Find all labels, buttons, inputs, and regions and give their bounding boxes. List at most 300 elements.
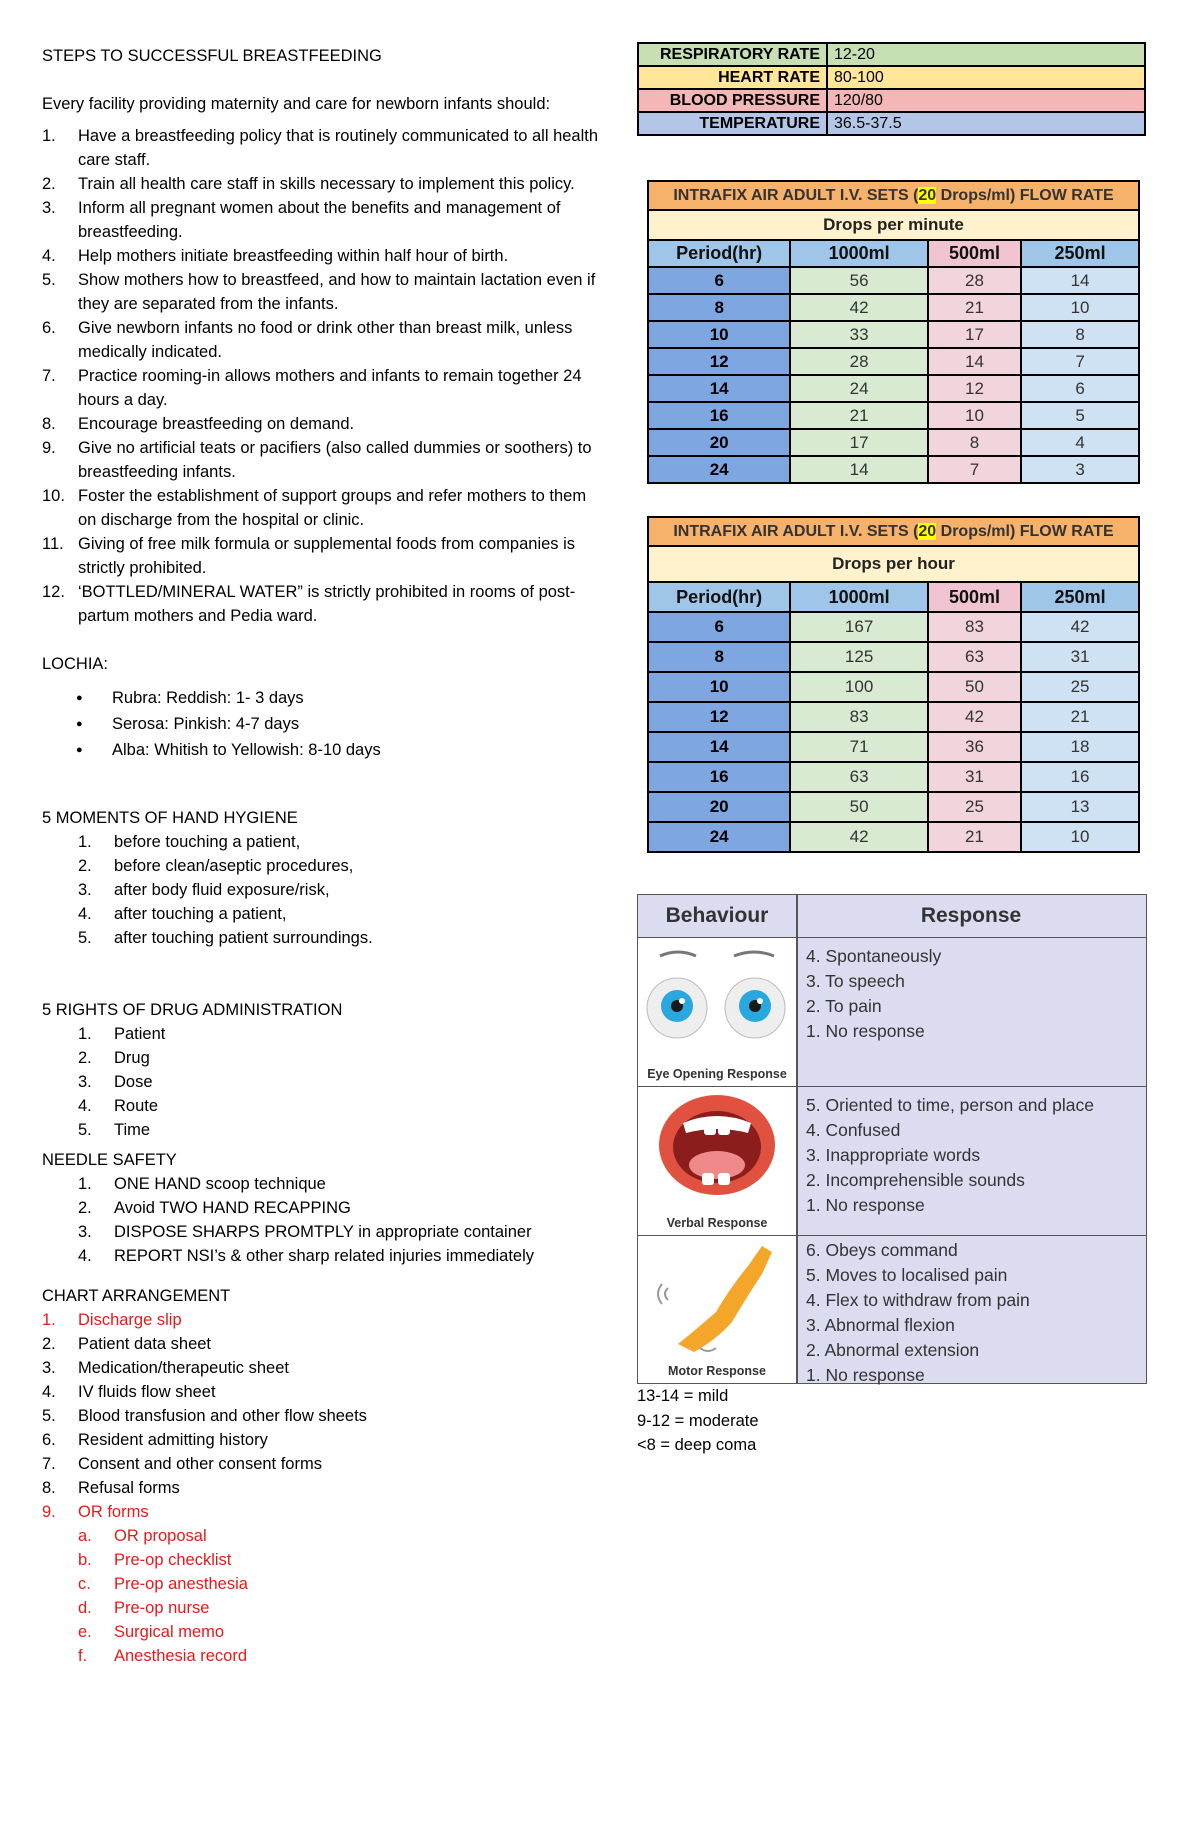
flow-hour-header-row [648, 582, 1139, 612]
breastfeeding-step-text: Inform all pregnant women about the benefits and management of breastfeeding. [78, 199, 561, 241]
gcs-response-item: 4. Confused [806, 1120, 901, 1140]
chart-arrangement-list [42, 1308, 602, 1524]
flow-minute-value-cell: 10 [1021, 294, 1139, 321]
flow-minute-value-cell: 14 [790, 456, 927, 483]
breastfeeding-intro: Every facility providing maternity and care for newborn infants should: [42, 95, 551, 113]
breastfeeding-step-number: 7. [42, 367, 56, 385]
breastfeeding-step-item [42, 196, 602, 244]
needle-safety-number: 2. [78, 1199, 92, 1217]
flow-hour-row [648, 762, 1139, 792]
flow-hour-value-cell: 31 [1021, 642, 1139, 672]
needle-safety-number: 4. [78, 1247, 92, 1265]
gcs-response-item: 3. To speech [806, 971, 905, 991]
breastfeeding-step-text: Give no artificial teats or pacifiers (also called dummies or soothers) to breastfeeding infants. [78, 439, 592, 481]
response-header: Response [920, 904, 1022, 927]
hand-hygiene-text: before clean/aseptic procedures, [114, 857, 354, 875]
chart-arrangement-number: 2. [42, 1335, 56, 1353]
lochia-title: LOCHIA: [42, 655, 109, 673]
breastfeeding-step-text: Train all health care staff in skills necessary to implement this policy. [78, 175, 575, 193]
flow-minute-period-cell: 20 [648, 429, 790, 456]
breastfeeding-step-number: 6. [42, 319, 56, 337]
flow-hour-row [648, 672, 1139, 702]
mouth-picture [638, 1087, 796, 1235]
flow-minute-value-cell: 12 [928, 375, 1021, 402]
vital-value: 120/80 [827, 89, 1145, 112]
flow-hour-value-cell: 100 [790, 672, 927, 702]
or-form-number: b. [78, 1551, 92, 1569]
hand-hygiene-number: 3. [78, 881, 92, 899]
hand-hygiene-number: 1. [78, 833, 92, 851]
flow-hour-value-cell: 42 [928, 702, 1021, 732]
eye-caption: Eye Opening Response [647, 1067, 787, 1081]
chart-arrangement-item [42, 1332, 602, 1356]
bullet-icon: ● [76, 718, 83, 730]
vital-row [638, 66, 1145, 89]
drug-rights-list [42, 1022, 602, 1142]
chart-arrangement-text: Patient data sheet [78, 1335, 212, 1353]
or-form-item [42, 1596, 602, 1620]
needle-safety-number: 3. [78, 1223, 92, 1241]
gcs-response-item: 1. No response [806, 1365, 925, 1385]
flow-hour-value-cell: 125 [790, 642, 927, 672]
drug-right-number: 3. [78, 1073, 92, 1091]
flow-hour-subtitle: Drops per hour [647, 545, 1140, 581]
flow-hour-value-cell: 18 [1021, 732, 1139, 762]
flow-minute-period-cell: 16 [648, 402, 790, 429]
needle-safety-text: DISPOSE SHARPS PROMTPLY in appropriate container [114, 1223, 532, 1241]
vital-row [638, 89, 1145, 112]
flow-hour-row [648, 822, 1139, 852]
chart-arrangement-text: Blood transfusion and other flow sheets [78, 1407, 367, 1425]
breastfeeding-step-number: 1. [42, 127, 56, 145]
chart-arrangement-text: Resident admitting history [78, 1431, 268, 1449]
breastfeeding-step-number: 4. [42, 247, 56, 265]
drug-rights-title: 5 RIGHTS OF DRUG ADMINISTRATION [42, 1001, 343, 1019]
gcs-response-item: 5. Oriented to time, person and place [806, 1095, 1094, 1115]
breastfeeding-step-item [42, 412, 602, 436]
breastfeeding-step-item [42, 124, 602, 172]
flow-minute-value-cell: 10 [928, 402, 1021, 429]
chart-arrangement-text: IV fluids flow sheet [78, 1383, 216, 1401]
needle-safety-item [42, 1196, 602, 1220]
flow-hour-value-cell: 63 [928, 642, 1021, 672]
drug-right-item [42, 1070, 602, 1094]
gcs-response-item: 2. To pain [806, 996, 882, 1016]
needle-safety-text: ONE HAND scoop technique [114, 1175, 326, 1193]
flow-hour-row [648, 732, 1139, 762]
flow-hour-period-cell: 12 [648, 702, 790, 732]
vital-row [638, 43, 1145, 66]
flow-minute-value-cell: 3 [1021, 456, 1139, 483]
behaviour-header: Behaviour [665, 904, 769, 927]
flow-hour-period-cell: 6 [648, 612, 790, 642]
breastfeeding-steps-list [42, 124, 602, 628]
drug-right-item [42, 1118, 602, 1142]
flow-minute-value-cell: 5 [1021, 402, 1139, 429]
or-form-item [42, 1524, 602, 1548]
flow-hour-value-cell: 10 [1021, 822, 1139, 852]
breastfeeding-step-text: Practice rooming-in allows mothers and infants to remain together 24 hours a day. [78, 367, 582, 409]
flow-hour-row [648, 612, 1139, 642]
lochia-text: Rubra: Reddish: 1- 3 days [112, 689, 304, 707]
flow-hour-period-cell: 10 [648, 672, 790, 702]
flow-hour-value-cell: 16 [1021, 762, 1139, 792]
drug-right-item [42, 1022, 602, 1046]
flow-minute-value-cell: 7 [928, 456, 1021, 483]
flow-hour-title-highlight: 20 [918, 523, 937, 540]
drug-right-text: Dose [114, 1073, 153, 1091]
vital-signs-table [637, 42, 1146, 136]
flow-hour-value-cell: 71 [790, 732, 927, 762]
drug-right-text: Route [114, 1097, 159, 1115]
flow-minute-period-cell: 10 [648, 321, 790, 348]
flow-minute-value-cell: 17 [790, 429, 927, 456]
flow-minute-row [648, 294, 1139, 321]
gcs-header [638, 895, 1146, 938]
needle-safety-item [42, 1172, 602, 1196]
flow-hour-row [648, 642, 1139, 672]
vital-value: 36.5-37.5 [827, 112, 1145, 135]
breastfeeding-step-text: Encourage breastfeeding on demand. [78, 415, 355, 433]
drug-right-item [42, 1094, 602, 1118]
or-form-item [42, 1548, 602, 1572]
breastfeeding-step-number: 2. [42, 175, 56, 193]
chart-arrangement-text: Medication/therapeutic sheet [78, 1359, 289, 1377]
eye-responses [806, 944, 941, 1044]
chart-arrangement-title: CHART ARRANGEMENT [42, 1287, 231, 1305]
or-form-text: Pre-op nurse [114, 1599, 210, 1617]
or-form-item [42, 1572, 602, 1596]
vital-row [638, 112, 1145, 135]
breastfeeding-step-text: Give newborn infants no food or drink other than breast milk, unless medically indicated. [78, 319, 573, 361]
breastfeeding-step-item [42, 172, 602, 196]
needle-safety-text: REPORT NSI’s & other sharp related injuries immediately [114, 1247, 535, 1265]
drug-right-number: 2. [78, 1049, 92, 1067]
chart-arrangement-text: OR forms [78, 1503, 149, 1521]
flow-minute-row [648, 321, 1139, 348]
hand-hygiene-text: before touching a patient, [114, 833, 301, 851]
vital-value: 80-100 [827, 66, 1145, 89]
flow-minute-period-cell: 24 [648, 456, 790, 483]
hand-hygiene-text: after touching a patient, [114, 905, 287, 923]
flow-minute-value-cell: 4 [1021, 429, 1139, 456]
chart-arrangement-number: 4. [42, 1383, 56, 1401]
drug-right-text: Drug [114, 1049, 150, 1067]
flow-minute-value-cell: 8 [1021, 321, 1139, 348]
or-form-number: e. [78, 1623, 92, 1641]
flow-hour-value-cell: 25 [1021, 672, 1139, 702]
flow-rate-minute-table [647, 180, 1140, 484]
flow-minute-value-cell: 17 [928, 321, 1021, 348]
gcs-response-item: 4. Spontaneously [806, 946, 942, 966]
hand-hygiene-item [42, 854, 602, 878]
vital-value: 12-20 [827, 43, 1145, 66]
gcs-response-item: 3. Inappropriate words [806, 1145, 981, 1165]
gcs-verbal-section [638, 1087, 1146, 1236]
breastfeeding-step-text: Have a breastfeeding policy that is routinely communicated to all health care staff. [78, 127, 599, 169]
hand-hygiene-text: after body fluid exposure/risk, [114, 881, 330, 899]
breastfeeding-step-item [42, 364, 602, 412]
drug-right-text: Time [114, 1121, 151, 1139]
or-form-number: d. [78, 1599, 92, 1617]
chart-arrangement-item [42, 1356, 602, 1380]
hand-hygiene-number: 2. [78, 857, 92, 875]
lochia-text: Serosa: Pinkish: 4-7 days [112, 715, 300, 733]
breastfeeding-step-item [42, 532, 602, 580]
flow-minute-value-cell: 28 [790, 348, 927, 375]
flow-hour-column-header: 500ml [928, 582, 1021, 612]
flow-minute-title-post: Drops/ml) FLOW RATE [936, 187, 1114, 204]
chart-arrangement-item [42, 1428, 602, 1452]
flow-hour-period-cell: 14 [648, 732, 790, 762]
chart-arrangement-item [42, 1452, 602, 1476]
flow-minute-value-cell: 6 [1021, 375, 1139, 402]
vital-label: HEART RATE [638, 66, 827, 89]
or-form-number: a. [78, 1527, 92, 1545]
gcs-eye-section [638, 938, 1146, 1087]
hand-hygiene-item [42, 926, 602, 950]
breastfeeding-step-number: 3. [42, 199, 56, 217]
flow-hour-period-cell: 8 [648, 642, 790, 672]
eyes-icon [638, 938, 796, 1058]
flow-minute-title [647, 180, 1140, 209]
flow-hour-value-cell: 36 [928, 732, 1021, 762]
breastfeeding-step-text: Giving of free milk formula or supplemental foods from companies is strictly prohibited. [78, 535, 576, 577]
hand-hygiene-text: after touching patient surroundings. [114, 929, 373, 947]
needle-safety-title: NEEDLE SAFETY [42, 1151, 177, 1169]
vital-label: RESPIRATORY RATE [638, 43, 827, 66]
flow-hour-value-cell: 42 [1021, 612, 1139, 642]
chart-arrangement-number: 3. [42, 1359, 56, 1377]
flow-minute-value-cell: 14 [1021, 267, 1139, 294]
verbal-caption: Verbal Response [666, 1216, 768, 1230]
flow-minute-value-cell: 7 [1021, 348, 1139, 375]
flow-hour-value-cell: 50 [790, 792, 927, 822]
flow-minute-header-row [648, 240, 1139, 267]
breastfeeding-step-item [42, 268, 602, 316]
flow-minute-row [648, 402, 1139, 429]
flow-hour-value-cell: 21 [928, 822, 1021, 852]
breastfeeding-title: STEPS TO SUCCESSFUL BREASTFEEDING [42, 47, 382, 65]
chart-arrangement-item [42, 1380, 602, 1404]
flow-hour-period-cell: 20 [648, 792, 790, 822]
flow-rate-hour-table [647, 516, 1140, 853]
flow-hour-value-cell: 83 [928, 612, 1021, 642]
chart-arrangement-number: 1. [42, 1311, 56, 1329]
eye-picture [638, 938, 796, 1086]
motor-responses [806, 1238, 1030, 1388]
gcs-response-item: 4. Flex to withdraw from pain [806, 1290, 1030, 1310]
flow-hour-column-header: 250ml [1021, 582, 1139, 612]
breastfeeding-step-text: Foster the establishment of support groups and refer mothers to them on discharge from the hospital or clinic. [78, 487, 587, 529]
drug-right-number: 1. [78, 1025, 92, 1043]
flow-hour-value-cell: 31 [928, 762, 1021, 792]
flow-hour-value-cell: 13 [1021, 792, 1139, 822]
flow-hour-row [648, 702, 1139, 732]
or-form-number: c. [78, 1575, 91, 1593]
flow-hour-column-header: 1000ml [790, 582, 927, 612]
breastfeeding-step-number: 5. [42, 271, 56, 289]
needle-safety-text: Avoid TWO HAND RECAPPING [114, 1199, 351, 1217]
flow-hour-value-cell: 83 [790, 702, 927, 732]
flow-minute-row [648, 456, 1139, 483]
chart-arrangement-item [42, 1476, 602, 1500]
severity-mild: 13-14 = mild [637, 1387, 729, 1405]
severity-moderate: 9-12 = moderate [637, 1411, 759, 1430]
breastfeeding-step-item [42, 244, 602, 268]
gcs-response-item: 2. Abnormal extension [806, 1340, 980, 1360]
gcs-motor-section [638, 1236, 1146, 1384]
flow-hour-value-cell: 50 [928, 672, 1021, 702]
gcs-response-item: 1. No response [806, 1021, 925, 1041]
breastfeeding-step-item [42, 316, 602, 364]
bullet-icon: ● [76, 692, 83, 704]
hand-hygiene-item [42, 878, 602, 902]
flow-hour-row [648, 792, 1139, 822]
flow-minute-value-cell: 28 [928, 267, 1021, 294]
breastfeeding-step-text: Show mothers how to breastfeed, and how to maintain lactation even if they are separated from the infants. [78, 271, 596, 313]
flow-hour-title [647, 516, 1140, 545]
flow-hour-period-cell: 24 [648, 822, 790, 852]
flow-hour-value-cell: 63 [790, 762, 927, 792]
or-form-text: Pre-op checklist [114, 1551, 232, 1569]
flow-minute-period-cell: 8 [648, 294, 790, 321]
chart-arrangement-item [42, 1308, 602, 1332]
flow-minute-row [648, 348, 1139, 375]
breastfeeding-step-number: 11. [42, 535, 64, 553]
flow-minute-subtitle: Drops per minute [647, 209, 1140, 239]
flow-minute-row [648, 375, 1139, 402]
flow-minute-value-cell: 21 [790, 402, 927, 429]
or-form-item [42, 1644, 602, 1668]
drug-right-number: 4. [78, 1097, 92, 1115]
chart-arrangement-number: 8. [42, 1479, 56, 1497]
flow-minute-value-cell: 21 [928, 294, 1021, 321]
or-form-item [42, 1620, 602, 1644]
breastfeeding-step-number: 10. [42, 487, 65, 505]
or-form-text: Pre-op anesthesia [114, 1575, 248, 1593]
flow-minute-column-header: 1000ml [790, 240, 927, 267]
drug-right-number: 5. [78, 1121, 92, 1139]
flow-hour-value-cell: 42 [790, 822, 927, 852]
flow-minute-value-cell: 14 [928, 348, 1021, 375]
lochia-item [42, 712, 602, 736]
hand-hygiene-item [42, 830, 602, 854]
flow-minute-period-cell: 12 [648, 348, 790, 375]
flow-minute-period-cell: 14 [648, 375, 790, 402]
flow-hour-value-cell: 21 [1021, 702, 1139, 732]
flow-minute-value-cell: 8 [928, 429, 1021, 456]
mouth-icon [638, 1087, 796, 1209]
gcs-response-item: 2. Incomprehensible sounds [806, 1170, 1025, 1190]
flow-minute-value-cell: 24 [790, 375, 927, 402]
flow-minute-row [648, 267, 1139, 294]
drug-right-item [42, 1046, 602, 1070]
or-form-text: Anesthesia record [114, 1647, 247, 1665]
gcs-response-item: 6. Obeys command [806, 1240, 958, 1260]
severity-deep-coma: <8 = deep coma [637, 1436, 757, 1454]
chart-arrangement-number: 7. [42, 1455, 56, 1473]
hand-hygiene-number: 5. [78, 929, 92, 947]
flow-hour-period-cell: 16 [648, 762, 790, 792]
flow-minute-title-highlight: 20 [918, 187, 937, 204]
breastfeeding-step-number: 12. [42, 583, 65, 601]
arm-picture [638, 1236, 796, 1383]
bullet-icon: ● [76, 744, 83, 756]
or-form-number: f. [78, 1647, 88, 1665]
gcs-severity-list [637, 1384, 759, 1458]
breastfeeding-step-text: ‘BOTTLED/MINERAL WATER” is strictly prohibited in rooms of post-partum mothers and Pedia ward. [78, 583, 576, 625]
lochia-item [42, 686, 602, 710]
breastfeeding-step-text: Help mothers initiate breastfeeding within half hour of birth. [78, 247, 509, 265]
or-forms-list [42, 1524, 602, 1668]
gcs-response-item: 5. Moves to localised pain [806, 1265, 1008, 1285]
flow-hour-title-post: Drops/ml) FLOW RATE [936, 523, 1114, 540]
flow-minute-value-cell: 56 [790, 267, 927, 294]
glasgow-coma-scale-table [637, 894, 1147, 1384]
gcs-response-item: 3. Abnormal flexion [806, 1315, 955, 1335]
chart-arrangement-text: Discharge slip [78, 1311, 182, 1329]
left-column [42, 44, 602, 1668]
chart-arrangement-text: Refusal forms [78, 1479, 180, 1497]
or-form-text: Surgical memo [114, 1623, 225, 1641]
chart-arrangement-number: 9. [42, 1503, 56, 1521]
drug-right-text: Patient [114, 1025, 166, 1043]
gcs-divider [796, 895, 798, 1383]
lochia-list [42, 686, 602, 762]
gcs-response-item: 1. No response [806, 1195, 925, 1215]
hand-hygiene-item [42, 902, 602, 926]
hand-hygiene-number: 4. [78, 905, 92, 923]
needle-safety-item [42, 1244, 602, 1268]
needle-safety-number: 1. [78, 1175, 92, 1193]
flow-minute-column-header: Period(hr) [648, 240, 790, 267]
needle-safety-item [42, 1220, 602, 1244]
chart-arrangement-number: 6. [42, 1431, 56, 1449]
lochia-item [42, 738, 602, 762]
chart-arrangement-text: Consent and other consent forms [78, 1455, 322, 1473]
flow-minute-value-cell: 33 [790, 321, 927, 348]
flow-hour-value-cell: 25 [928, 792, 1021, 822]
or-form-text: OR proposal [114, 1527, 207, 1545]
motor-caption: Motor Response [668, 1364, 766, 1378]
arm-icon [638, 1236, 796, 1358]
flow-hour-column-header: Period(hr) [648, 582, 790, 612]
hand-hygiene-list [42, 830, 602, 950]
breastfeeding-step-item [42, 436, 602, 484]
chart-arrangement-item [42, 1404, 602, 1428]
verbal-responses [806, 1093, 1094, 1218]
breastfeeding-step-number: 8. [42, 415, 56, 433]
needle-safety-list [42, 1172, 602, 1268]
breastfeeding-step-item [42, 484, 602, 532]
flow-minute-value-cell: 42 [790, 294, 927, 321]
flow-hour-title-pre: INTRAFIX AIR ADULT I.V. SETS ( [673, 523, 919, 540]
chart-arrangement-item [42, 1500, 602, 1524]
breastfeeding-step-item [42, 580, 602, 628]
vital-label: TEMPERATURE [638, 112, 827, 135]
flow-minute-column-header: 250ml [1021, 240, 1139, 267]
hand-hygiene-title: 5 MOMENTS OF HAND HYGIENE [42, 809, 298, 827]
flow-hour-value-cell: 167 [790, 612, 927, 642]
flow-minute-title-pre: INTRAFIX AIR ADULT I.V. SETS ( [673, 187, 919, 204]
flow-minute-column-header: 500ml [928, 240, 1021, 267]
flow-minute-period-cell: 6 [648, 267, 790, 294]
breastfeeding-step-number: 9. [42, 439, 56, 457]
vital-label: BLOOD PRESSURE [638, 89, 827, 112]
lochia-text: Alba: Whitish to Yellowish: 8-10 days [112, 741, 381, 759]
chart-arrangement-number: 5. [42, 1407, 56, 1425]
